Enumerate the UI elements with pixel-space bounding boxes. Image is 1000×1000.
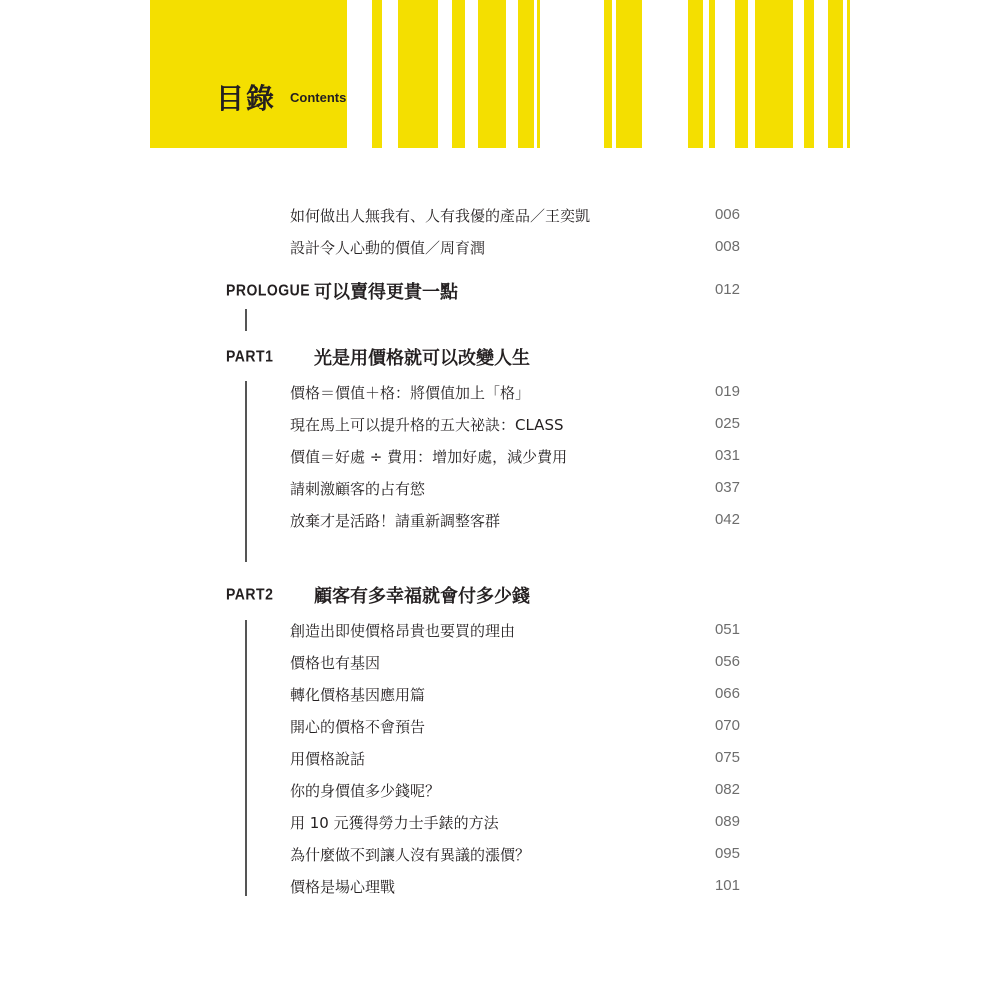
toc-entry-page: 066 <box>714 685 740 702</box>
yellow-stripe <box>828 0 843 148</box>
toc-entry-page: 082 <box>714 781 740 798</box>
part1-divider-line <box>245 381 247 562</box>
page-title: 目錄 <box>216 82 277 115</box>
toc-entry-title[interactable]: 用價格說話 <box>290 750 366 768</box>
toc-entry-page: 019 <box>714 383 740 400</box>
toc-entry-page: 008 <box>714 238 740 255</box>
toc-entry-page: 070 <box>714 717 740 734</box>
toc-entry-page: 075 <box>714 749 740 766</box>
yellow-stripe <box>616 0 642 148</box>
toc-entry-title[interactable]: 價格也有基因 <box>290 654 381 672</box>
toc-entry-title[interactable]: 開心的價格不會預告 <box>290 718 426 736</box>
toc-entry-title[interactable]: 價格是場心理戰 <box>290 878 396 896</box>
toc-entry-title[interactable]: 價格＝價值＋格：將價值加上「格」 <box>290 384 531 402</box>
yellow-stripe <box>372 0 382 148</box>
toc-entry-page: 051 <box>714 621 740 638</box>
toc-entry-title[interactable]: 用 10 元獲得勞力士手錶的方法 <box>290 814 499 832</box>
toc-entry-title[interactable]: 價值＝好處 ÷ 費用：增加好處，減少費用 <box>290 448 568 466</box>
toc-entry-page: 089 <box>714 813 740 830</box>
toc-entry-page: 101 <box>714 877 740 894</box>
yellow-stripe <box>478 0 506 148</box>
yellow-stripe <box>398 0 438 148</box>
yellow-stripe <box>150 0 347 148</box>
yellow-stripe <box>452 0 465 148</box>
yellow-stripe <box>709 0 715 148</box>
yellow-stripe <box>755 0 793 148</box>
header-stripes <box>150 0 850 148</box>
toc-entry-title[interactable]: 創造出即使價格昂貴也要買的理由 <box>290 622 516 640</box>
prologue-page: 012 <box>714 281 740 298</box>
toc-entry-title[interactable]: 現在馬上可以提升格的五大祕訣：CLASS <box>290 416 564 434</box>
toc-entry-page: 025 <box>714 415 740 432</box>
yellow-stripe <box>537 0 540 148</box>
toc-entry-title[interactable]: 放棄才是活路！請重新調整客群 <box>290 512 501 530</box>
yellow-stripe <box>804 0 814 148</box>
yellow-stripe <box>688 0 703 148</box>
toc-entry-title[interactable]: 如何做出人無我有、人有我優的產品／王奕凱 <box>290 207 591 225</box>
part1-label: PART1 <box>226 347 274 365</box>
yellow-stripe <box>604 0 612 148</box>
toc-entry-page: 095 <box>714 845 740 862</box>
toc-entry-page: 037 <box>714 479 740 496</box>
yellow-stripe <box>847 0 850 148</box>
toc-entry-title[interactable]: 為什麼做不到讓人沒有異議的漲價？ <box>290 846 531 864</box>
yellow-stripe <box>518 0 534 148</box>
prologue-label: PROLOGUE <box>226 281 311 299</box>
toc-entry-page: 042 <box>714 511 740 528</box>
divider-line <box>245 309 247 331</box>
part2-divider-line <box>245 620 247 896</box>
part2-label: PART2 <box>226 585 274 603</box>
yellow-stripe <box>735 0 748 148</box>
prologue-title[interactable]: 可以賣得更貴一點 <box>314 282 458 303</box>
part1-title[interactable]: 光是用價格就可以改變人生 <box>314 348 530 369</box>
toc-entry-title[interactable]: 設計令人心動的價值／周育潤 <box>290 239 486 257</box>
page-subtitle: Contents <box>290 90 347 105</box>
toc-entry-title[interactable]: 請刺激顧客的占有慾 <box>290 480 426 498</box>
part2-title[interactable]: 顧客有多幸福就會付多少錢 <box>314 586 530 607</box>
toc-entry-page: 006 <box>714 206 740 223</box>
toc-entry-page: 031 <box>714 447 740 464</box>
toc-entry-title[interactable]: 你的身價值多少錢呢？ <box>290 782 441 800</box>
toc-entry-page: 056 <box>714 653 740 670</box>
toc-entry-title[interactable]: 轉化價格基因應用篇 <box>290 686 426 704</box>
